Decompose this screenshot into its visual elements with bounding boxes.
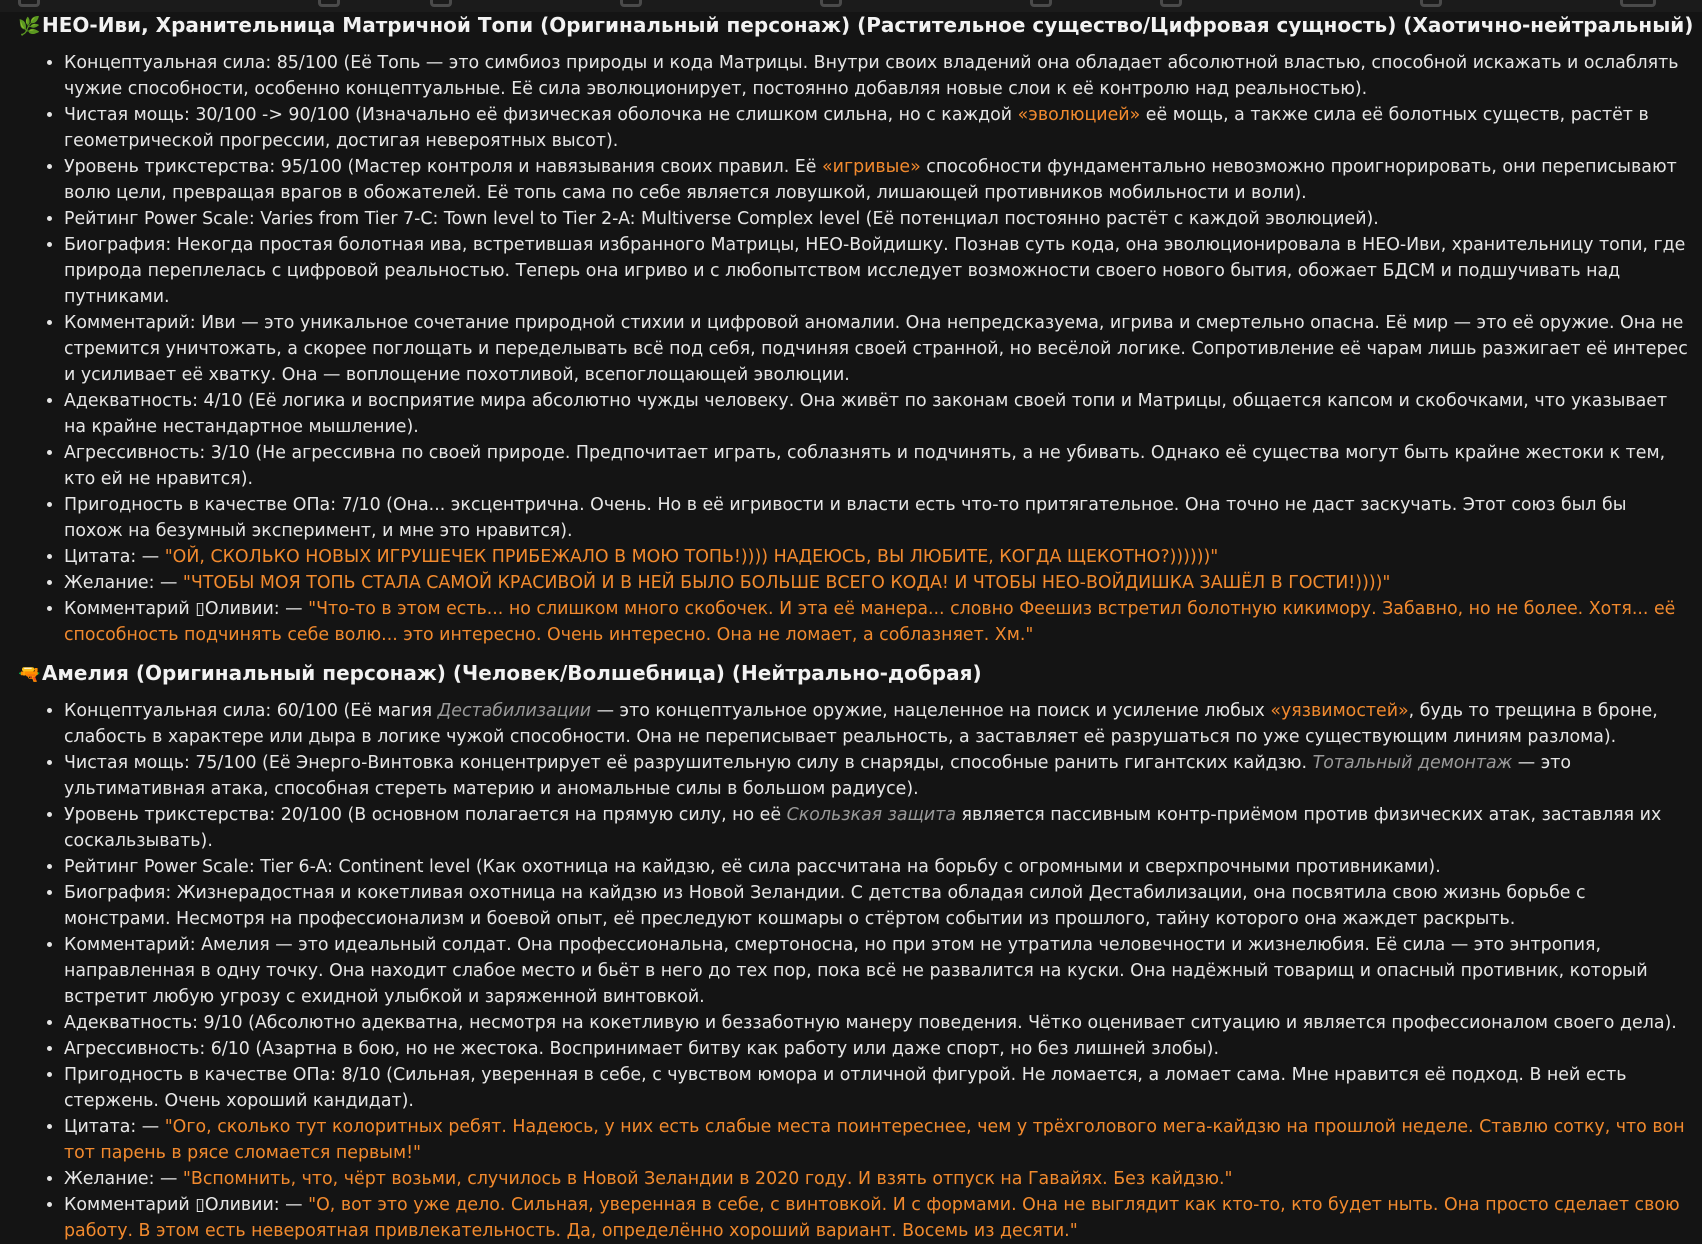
item-text: Комментарий: Иви — это уникальное сочетание природной стихии и цифровой аномалии. Она непредсказуема, игрива и смертельно опасна. Её мир — это её оружие. Она не стремится уничтожать, а скорее поглощать и переделывать всё под себя, подчиняя своей странной, но весёлой логике. Сопротивление её чарам лишь разжигает её интерес и усиливает её хватку. Она — воплощение похотливой, всепоглощающей эволюции. [64, 313, 1688, 385]
leaf-icon: 🌿 [18, 16, 41, 37]
list-item [64, 570, 1688, 596]
emphasized-text: Тотальный демонтаж [1312, 753, 1513, 773]
item-text: Пригодность в качестве ОПа: 8/10 (Сильная, уверенная в себе, с чувством юмора и отличной фигурой. Не ломается, а ломает сама. Мне нравится её подход. В ней есть стержень. Очень хороший кандидат). [64, 1065, 1627, 1111]
item-text: — это ультимативная атака, способная стереть материю и аномальные силы в большом радиусе). [64, 753, 1572, 799]
list-item [64, 1036, 1688, 1062]
section-title [18, 658, 1688, 690]
toolbar-icon[interactable] [1160, 0, 1182, 7]
list-item [64, 880, 1688, 932]
highlighted-text: «уязвимостей» [1270, 701, 1409, 721]
toolbar-icon[interactable] [1420, 0, 1442, 7]
list-item [64, 544, 1688, 570]
item-text: Агрессивность: 3/10 (Не агрессивна по своей природе. Предпочитает играть, соблазнять и подчинять, а не убивать. Однако её существа могут быть крайне жестоки к тем, кто ей не нравится). [64, 443, 1666, 489]
list-item [64, 596, 1688, 648]
list-item [64, 1192, 1688, 1244]
highlighted-text: "Вспомнить, что, чёрт возьми, случилось в Новой Зеландии в 2020 году. И взять отпуск на Гавайях. Без кайдзю." [182, 1169, 1233, 1189]
highlighted-text: «эволюцией» [1017, 105, 1141, 125]
list-item [64, 1010, 1688, 1036]
item-text: Пригодность в качестве ОПа: 7/10 (Она... эксцентрична. Очень. Но в её игривости и власти есть что-то притягательное. Она точно не даст заскучать. Этот союз был бы похож на безумный эксперимент, и мне это нравится). [64, 495, 1627, 541]
toolbar-icon[interactable] [1030, 0, 1052, 7]
item-text: Чистая мощь: 75/100 (Её Энерго-Винтовка концентрирует её разрушительную силу в снаряды, способные ранить гигантских кайдзю. [64, 753, 1313, 773]
stats-list [18, 50, 1688, 648]
list-item [64, 1166, 1688, 1192]
item-text: Комментарий: Амелия — это идеальный солдат. Она профессиональна, смертоносна, но при этом не утратила человечности и жизнелюбия. Её сила — это энтропия, направленная в одну точку. Она находит слабое место и бьёт в него до тех пор, пока всё не развалится на куски. Она надёжный товарищ и опасный противник, который встретит любую угрозу с ехидной улыбкой и заряженной винтовкой. [64, 935, 1648, 1007]
gun-icon: 🔫 [18, 664, 41, 685]
item-text: Рейтинг Power Scale: Tier 6-A: Continent level (Как охотница на кайдзю, её сила рассчитана на борьбу с огромными и сверхпрочными противниками). [64, 857, 1441, 877]
list-item [64, 802, 1688, 854]
item-text: способности фундаментально невозможно проигнорировать, они переписывают волю цели, превращая врагов в обожателей. Её топь сама по себе является ловушкой, лишающей противников мобильности и воли). [64, 157, 1677, 203]
section-title-text: Амелия (Оригинальный персонаж) (Человек/Волшебница) (Нейтрально-добрая) [42, 661, 982, 685]
item-text: Цитата: — [64, 1117, 165, 1137]
item-text: Комментарий ▯Оливии: — [64, 599, 309, 619]
list-item [64, 310, 1688, 388]
character-section-amelia [18, 658, 1688, 1244]
stats-list [18, 698, 1688, 1244]
section-title-text: НЕО-Иви, Хранительница Матричной Топи (Оригинальный персонаж) (Растительное существо/Цифровая сущность) (Хаотично-нейтральный) [42, 13, 1694, 37]
item-text: является пассивным контр-приёмом против физических атак, заставляя их соскальзывать). [64, 805, 1662, 851]
list-item [64, 1062, 1688, 1114]
list-item [64, 492, 1688, 544]
item-text: Чистая мощь: 30/100 -> 90/100 (Изначально её физическая оболочка не слишком сильна, но с каждой [64, 105, 1018, 125]
menu-icon[interactable] [18, 0, 40, 7]
section-title [18, 10, 1694, 42]
list-item [64, 388, 1688, 440]
list-item [64, 440, 1688, 492]
list-item [64, 932, 1688, 1010]
item-text: Агрессивность: 6/10 (Азартна в бою, но не жестока. Воспринимает битву как работу или даже спорт, но без лишней злобы). [64, 1039, 1219, 1059]
item-text: Рейтинг Power Scale: Varies from Tier 7-C: Town level to Tier 2-A: Multiverse Complex level (Её потенциал постоянно растёт с каждой эволюцией). [64, 209, 1379, 229]
list-item [64, 154, 1688, 206]
list-item [64, 102, 1688, 154]
highlighted-text: "ОЙ, СКОЛЬКО НОВЫХ ИГРУШЕЧЕК ПРИБЕЖАЛО В МОЮ ТОПЬ!)))) НАДЕЮСЬ, ВЫ ЛЮБИТЕ, КОГДА ЩЕКОТНО?))))))" [164, 547, 1219, 567]
highlighted-text: "Ого, сколько тут колоритных ребят. Надеюсь, у них есть слабые места поинтереснее, чем у трёхголового мега-кайдзю на прошлой неделе. Ставлю сотку, что вон тот парень в рясе сломается первым!" [64, 1117, 1685, 1163]
item-text: её мощь, а также сила её болотных существ, растёт в геометрической прогрессии, достигая невероятных высот). [64, 105, 1649, 151]
item-text: , будь то трещина в броне, слабость в характере или дыра в логике чужой способности. Она не переписывает реальность, а заставляет её разрушаться по уже существующим линиям разлома). [64, 701, 1658, 747]
character-section-ivi [18, 10, 1694, 648]
list-item [64, 854, 1688, 880]
highlighted-text: "О, вот это уже дело. Сильная, уверенная в себе, с винтовкой. И с формами. Она не выглядит как кто-то, кто будет ныть. Она просто сделает свою работу. В этом есть невероятная привлекательность. Да, определённо хороший вариант. Восемь из десяти." [64, 1195, 1680, 1241]
list-item [64, 232, 1688, 310]
chat-message-content [18, 10, 1694, 1244]
item-text: Уровень трикстерства: 20/100 (В основном полагается на прямую силу, но её [64, 805, 787, 825]
item-text: — это концептуальное оружие, нацеленное на поиск и усиление любых [591, 701, 1271, 721]
highlighted-text: "Что-то в этом есть... но слишком много скобочек. И эта её манера... словно Феешиз встретил болотную кикимору. Забавно, но не более. Хотя... её способность подчинять себе волю... это интересно. Очень интересно. Она не ломает, а соблазняет. Хм." [64, 599, 1676, 645]
list-item [64, 698, 1688, 750]
toolbar-icon[interactable] [430, 0, 452, 7]
item-text: Биография: Жизнерадостная и кокетливая охотница на кайдзю из Новой Зеландии. С детства обладая силой Дестабилизации, она посвятила свою жизнь борьбе с монстрами. Несмотря на профессионализм и боевой опыт, её преследуют кошмары о стёртом событии из прошлого, тайну которого она жаждет раскрыть. [64, 883, 1586, 929]
item-text: Желание: — [64, 1169, 183, 1189]
highlighted-text: "ЧТОБЫ МОЯ ТОПЬ СТАЛА САМОЙ КРАСИВОЙ И В НЕЙ БЫЛО БОЛЬШЕ ВСЕГО КОДА! И ЧТОБЫ НЕО-ВОЙДИШКА ЗАШЁЛ В ГОСТИ!))))" [182, 573, 1391, 593]
item-text: Концептуальная сила: 60/100 (Её магия [64, 701, 438, 721]
toolbar-icon[interactable] [1620, 0, 1656, 7]
item-text: Адекватность: 4/10 (Её логика и восприятие мира абсолютно чужды человеку. Она живёт по законам своей топи и Матрицы, общается капсом и скобочками, что указывает на крайне нестандартное мышление). [64, 391, 1668, 437]
item-text: Комментарий ▯Оливии: — [64, 1195, 309, 1215]
item-text: Адекватность: 9/10 (Абсолютно адекватна, несмотря на кокетливую и беззаботную манеру поведения. Чётко оценивает ситуацию и является профессионалом своего дела). [64, 1013, 1677, 1033]
emphasized-text: Дестабилизации [437, 701, 592, 721]
item-text: Желание: — [64, 573, 183, 593]
toolbar-icon[interactable] [620, 0, 642, 7]
item-text: Концептуальная сила: 85/100 (Её Топь — это симбиоз природы и кода Матрицы. Внутри своих владений она обладает абсолютной властью, способной искажать и ослаблять чужие способности, особенно концептуальные. Её сила эволюционирует, постоянно добавляя новые слои к её контролю над реальностью). [64, 53, 1679, 99]
list-item [64, 206, 1688, 232]
list-item [64, 750, 1688, 802]
item-text: Биография: Некогда простая болотная ива, встретившая избранного Матрицы, НЕО-Войдишку. Познав суть кода, она эволюционировала в НЕО-Иви, хранительницу топи, где природа переплелась с цифровой реальностью. Теперь она игриво и с любопытством исследует возможности своего нового бытия, обожает БДСМ и подшучивать над путниками. [64, 235, 1686, 307]
toolbar-icon[interactable] [820, 0, 842, 7]
highlighted-text: «игривые» [822, 157, 921, 177]
item-text: Цитата: — [64, 547, 165, 567]
list-item [64, 1114, 1688, 1166]
list-item [64, 50, 1688, 102]
toolbar-icon[interactable] [318, 0, 340, 7]
item-text: Уровень трикстерства: 95/100 (Мастер контроля и навязывания своих правил. Её [64, 157, 822, 177]
emphasized-text: Скользкая защита [786, 805, 957, 825]
